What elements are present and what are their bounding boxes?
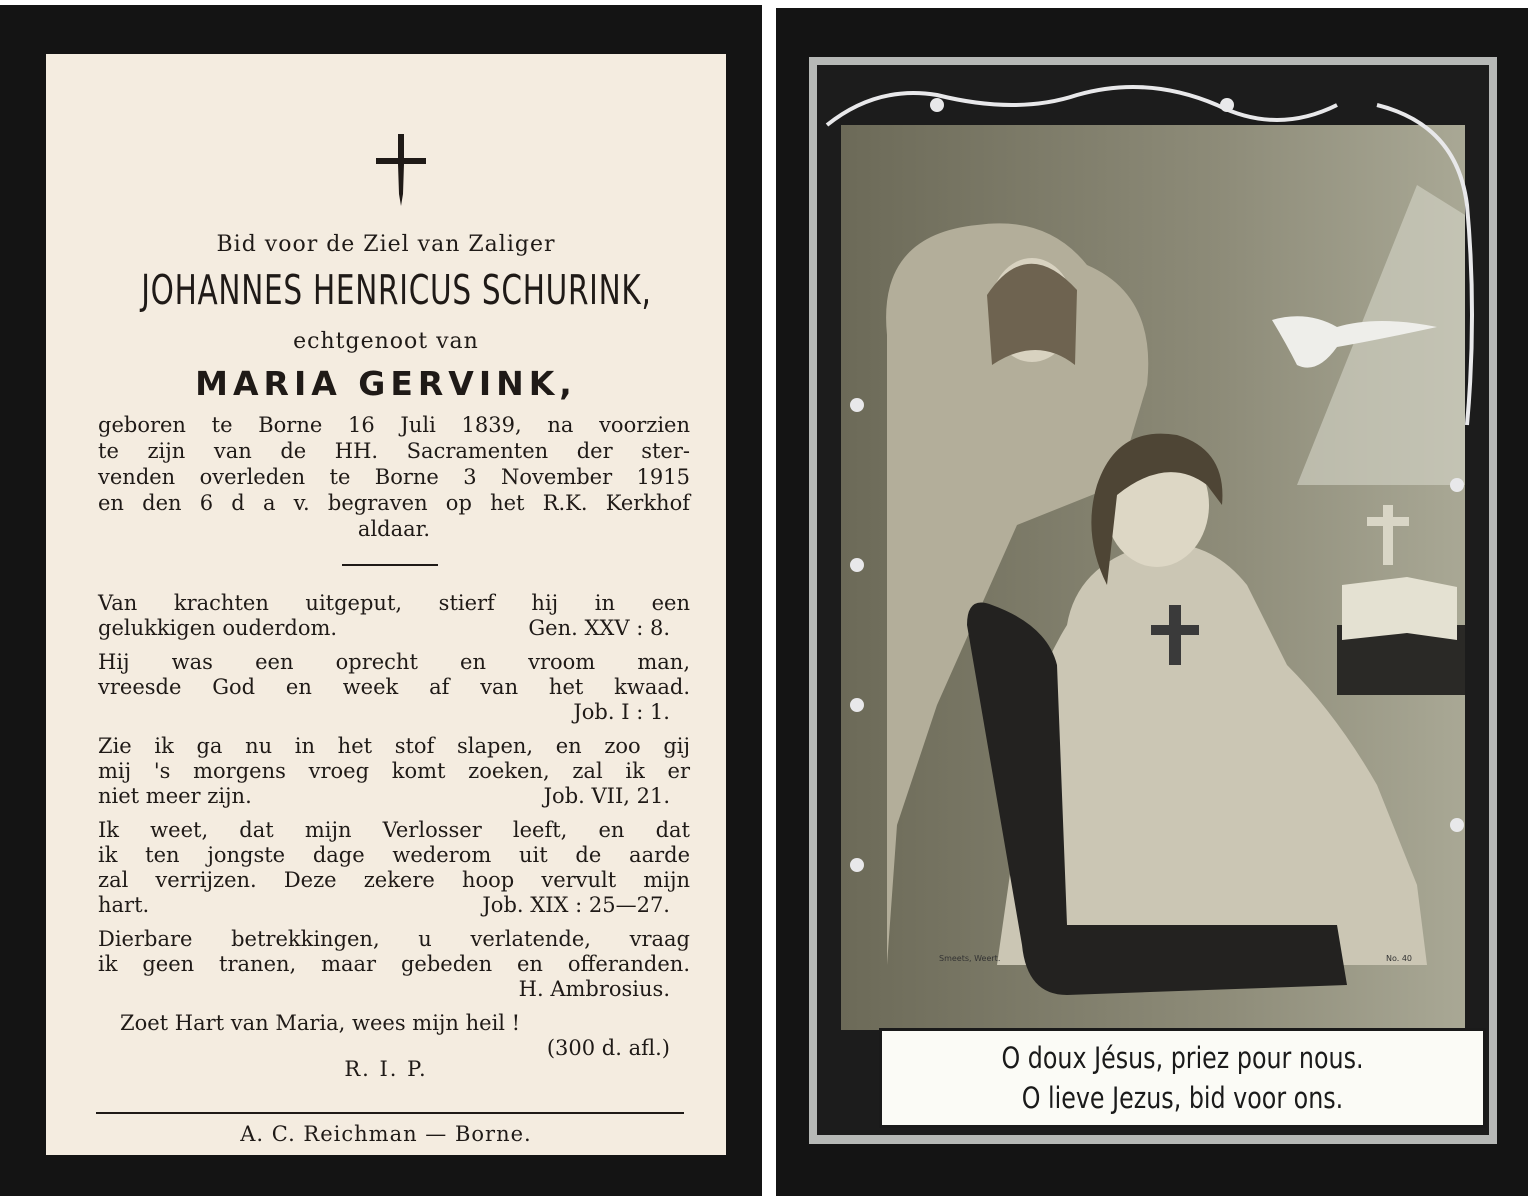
devotional-illustration	[817, 65, 1489, 1135]
memorial-card-text-side	[0, 5, 762, 1196]
printer-imprint: A. C. Reichman — Borne.	[240, 1122, 532, 1146]
verse-reference: Job. I : 1.	[573, 700, 670, 724]
biography-line: geboren te Borne 16 Juli 1839, na voorzien	[98, 413, 690, 437]
verse-reference: H. Ambrosius.	[518, 977, 670, 1001]
verse-line: zal verrijzen. Deze zekere hoop vervult mijn	[98, 868, 690, 892]
prayer-caption	[879, 1028, 1486, 1128]
verse-reference: (300 d. afl.)	[546, 1036, 670, 1060]
memorial-card-image-side	[776, 8, 1528, 1196]
deceased-name: JOHANNES HENRICUS SCHURINK,	[141, 266, 652, 314]
biography-paragraph	[98, 412, 690, 542]
verse	[98, 1011, 690, 1061]
verse-line: Ik weet, dat mijn Verlosser leeft, en dat	[98, 818, 690, 842]
prayer-intro: Bid voor de Ziel van Zaliger	[216, 232, 556, 257]
verse-line: Dierbare betrekkingen, u verlatende, vraag	[98, 927, 690, 951]
verse-line: Van krachten uitgeput, stierf hij in een	[98, 591, 690, 615]
verse-reference: Job. VII, 21.	[543, 784, 670, 808]
silver-frame	[809, 57, 1497, 1144]
verse-line: Zie ik ga nu in het stof slapen, en zoo gij	[98, 734, 690, 758]
biography-line: en den 6 d a v. begraven op het R.K. Kerkhof	[98, 491, 690, 515]
publisher-mark: Smeets, Weert.	[939, 954, 1001, 963]
open-book	[1342, 577, 1457, 640]
verse-line: Hij was een oprecht en vroom man,	[98, 650, 690, 674]
card-paper	[46, 54, 726, 1155]
verse-line: Zoet Hart van Maria, wees mijn heil !	[120, 1011, 521, 1035]
verse-line	[98, 616, 690, 641]
verse-reference: Gen. XXV : 8.	[528, 616, 670, 640]
verse-line-end: gelukkigen ouderdom.	[98, 616, 338, 640]
verse-line: ik ten jongste dage wederom uit de aarde	[98, 843, 690, 867]
verse-line: vreesde God en week af van het kwaad.	[98, 675, 690, 699]
biography-line: te zijn van de HH. Sacramenten der ster-	[98, 439, 690, 463]
footer-divider	[96, 1112, 684, 1114]
verse-line	[98, 784, 690, 809]
biography-line: aldaar.	[357, 517, 431, 541]
verse	[98, 927, 690, 1002]
cross-icon	[376, 134, 426, 206]
caption-dutch: O lieve Jezus, bid voor ons.	[1021, 1081, 1344, 1115]
spouse-label: echtgenoot van	[293, 329, 479, 354]
rip-text: R. I. P.	[344, 1057, 428, 1081]
scripture-verses	[98, 591, 690, 1070]
verse-line: mij 's morgens vroeg komt zoeken, zal ik er	[98, 759, 690, 783]
verse-line-end: hart.	[98, 893, 150, 917]
verse-line-end: niet meer zijn.	[98, 784, 252, 808]
verse	[98, 734, 690, 809]
verse-reference: Job. XIX : 25—27.	[482, 893, 670, 917]
verse-line	[98, 893, 690, 918]
spouse-name: MARIA GERVINK,	[195, 364, 577, 403]
biography-line: venden overleden te Borne 3 November 1915	[98, 465, 690, 489]
verse	[98, 591, 690, 641]
divider	[342, 564, 438, 566]
verse-line: ik geen tranen, maar gebeden en offeranden.	[98, 952, 690, 976]
number-mark: No. 40	[1386, 954, 1413, 963]
verse	[98, 650, 690, 725]
caption-french: O doux Jésus, priez pour nous.	[1001, 1041, 1364, 1075]
verse	[98, 818, 690, 918]
